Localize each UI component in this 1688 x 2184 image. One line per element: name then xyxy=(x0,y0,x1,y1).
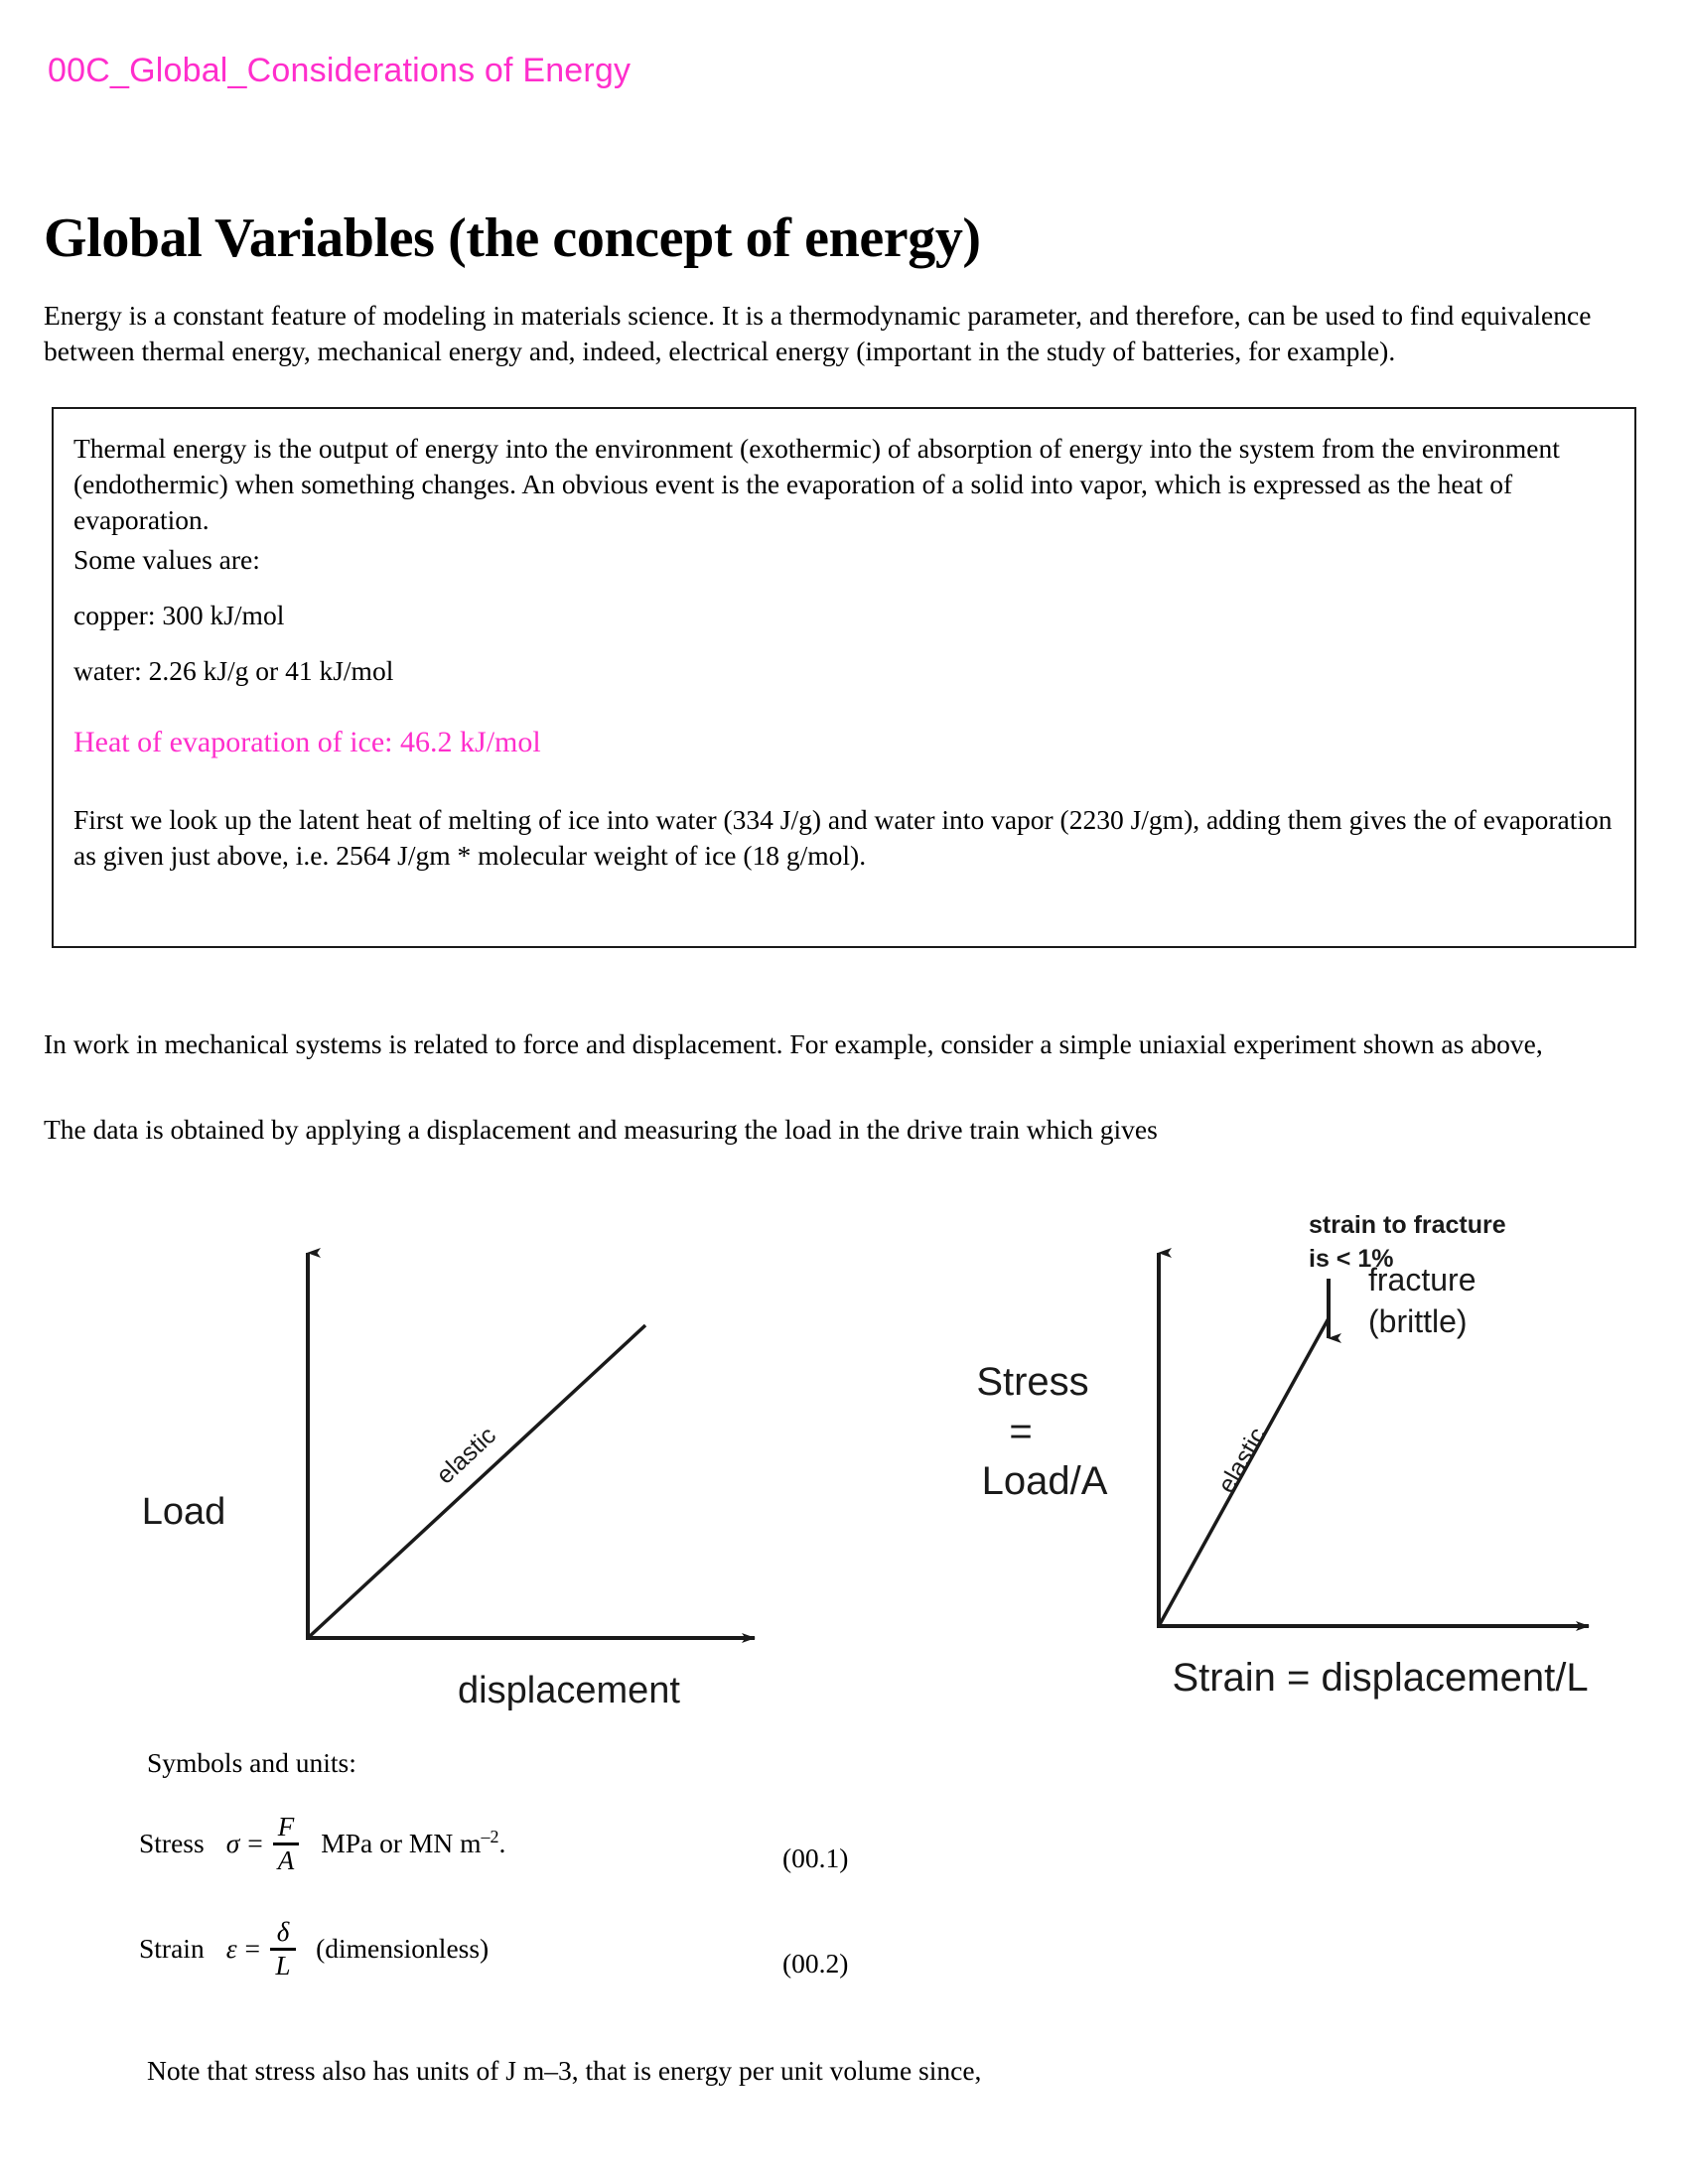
callout-value-water: water: 2.26 kJ/g or 41 kJ/mol xyxy=(73,655,394,686)
work-paragraph: In work in mechanical systems is related to force and displacement. For example, consider a simple uniaxial experiment shown as above, xyxy=(44,1027,1543,1059)
equation-stress-fraction xyxy=(273,1814,300,1874)
equation-stress-numerator: F xyxy=(277,1812,295,1842)
left-y-axis-label: Load xyxy=(141,1491,226,1533)
equation-strain xyxy=(139,1918,489,1979)
equation-stress-denominator: A xyxy=(277,1845,295,1875)
running-header: 00C_Global_Considerations of Energy xyxy=(48,52,632,89)
figure-load-displacement xyxy=(142,1253,755,1711)
fracture-annotation-line1: fracture xyxy=(1368,1262,1477,1297)
equation-stress-units-exponent: –2 xyxy=(481,1826,499,1846)
equation-stress-units: MPa or MN m xyxy=(321,1828,482,1859)
left-curve-label: elastic xyxy=(431,1421,502,1490)
equation-number-2: (00.2) xyxy=(782,1948,849,1979)
equation-stress-label: Stress xyxy=(139,1827,205,1858)
symbols-heading: Symbols and units: xyxy=(147,1747,356,1778)
equation-strain-fraction xyxy=(270,1919,296,1979)
equation-stress xyxy=(139,1813,505,1873)
equation-strain-units: (dimensionless) xyxy=(316,1932,490,1964)
equation-strain-label: Strain xyxy=(139,1932,205,1964)
equation-strain-numerator: δ xyxy=(276,1917,290,1947)
fracture-annotation-line2: (brittle) xyxy=(1368,1303,1468,1339)
equation-stress-equals: = xyxy=(247,1827,263,1858)
equation-strain-symbol: ε xyxy=(225,1932,237,1964)
note-paragraph: Note that stress also has units of J m–3, that is energy per unit volume since, xyxy=(147,2054,982,2086)
callout-paragraph-1: Thermal energy is the output of energy into the environment (exothermic) of absorption of energy into the system from the environment (endothermic) when something changes. An obvious event is the evaporation of a solid into vapor, which is expressed as the heat of evaporation. xyxy=(73,433,1560,535)
data-paragraph: The data is obtained by applying a displacement and measuring the load in the drive train which gives xyxy=(44,1113,1158,1145)
strain-to-fracture-annotation-line2: is < 1% xyxy=(1309,1245,1394,1273)
equation-stress-units-trailing: . xyxy=(498,1828,506,1859)
equation-strain-equals: = xyxy=(244,1932,261,1964)
right-curve-label: elastic xyxy=(1212,1423,1272,1498)
right-y-axis-label-line2: = xyxy=(1009,1410,1033,1453)
right-x-axis-label: Strain = displacement/L xyxy=(1172,1656,1589,1700)
equation-strain-denominator: L xyxy=(275,1951,291,1980)
callout-paragraph-2: First we look up the latent heat of melting of ice into water (334 J/g) and water into vapor (2230 J/gm), adding them gives the of evaporation as given just above, i.e. 2564 J/gm * molecular weight of ice (18 g/mol). xyxy=(73,804,1613,871)
callout-value-copper: copper: 300 kJ/mol xyxy=(73,600,285,630)
page-title: Global Variables (the concept of energy) xyxy=(44,206,981,269)
callout-box xyxy=(52,407,1636,948)
right-y-axis-label-line1: Stress xyxy=(976,1360,1089,1404)
figure-stress-strain xyxy=(976,1211,1589,1700)
callout-highlight: Heat of evaporation of ice: 46.2 kJ/mol xyxy=(73,726,541,758)
strain-to-fracture-annotation-line1: strain to fracture xyxy=(1309,1211,1506,1239)
intro-paragraph: Energy is a constant feature of modeling in materials science. It is a thermodynamic parameter, and therefore, can be used to find equivalence between thermal energy, mechanical energy and, indeed, electrical energy (important in the study of batteries, for example). xyxy=(44,299,1592,366)
figures-svg xyxy=(0,1181,1688,1737)
callout-values-intro: Some values are: xyxy=(73,544,260,575)
equation-number-1: (00.1) xyxy=(782,1843,849,1873)
figures-container xyxy=(0,1181,1688,1737)
left-x-axis-label: displacement xyxy=(458,1670,680,1711)
right-y-axis-label-line3: Load/A xyxy=(981,1459,1108,1503)
equation-stress-symbol: σ xyxy=(225,1827,240,1858)
left-elastic-curve xyxy=(308,1325,645,1638)
